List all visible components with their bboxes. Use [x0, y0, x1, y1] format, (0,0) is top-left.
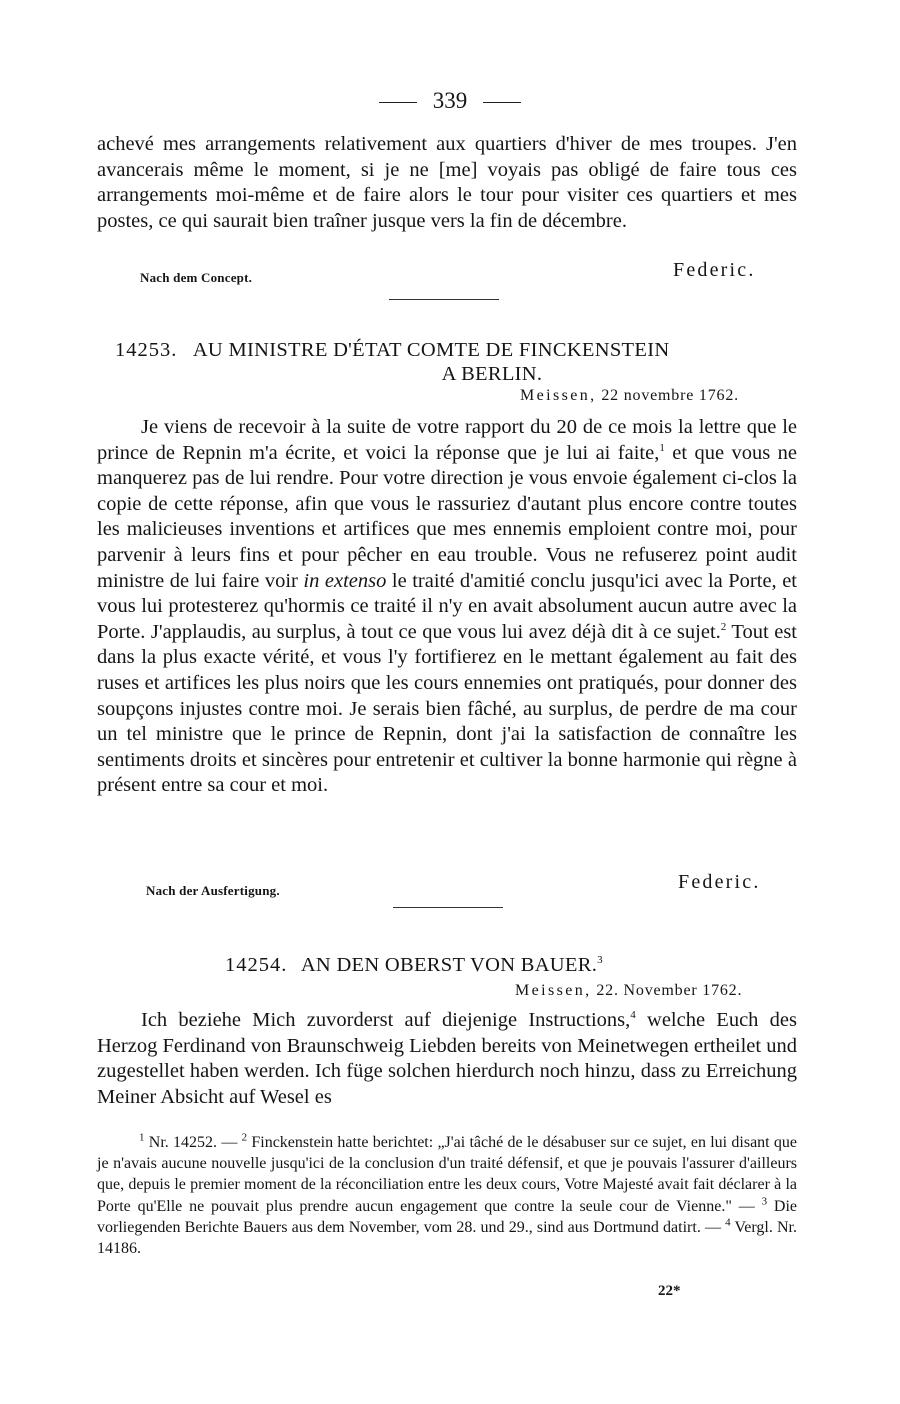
letter-14253-italic-phrase: in extenso [303, 569, 387, 592]
letter-14254-paragraph [97, 1008, 797, 1110]
letter-14254-dateline [515, 982, 742, 1000]
letter-14253-heading [97, 338, 797, 386]
letter-14253-body [97, 415, 797, 799]
letter-14254-body-a: Ich beziehe Mich zuvorderst auf diejenige Instructions, [141, 1009, 631, 1031]
header-dash-left [379, 102, 417, 103]
footnote-1-text: Nr. 14252. — [144, 1134, 242, 1151]
letter-14254-number: 14254. [225, 954, 288, 976]
footnotes [97, 1132, 797, 1259]
footnote-2-mark: 2 [241, 1131, 248, 1144]
letter-14253-date: 22 novembre 1762. [601, 387, 739, 404]
letter-14254-title: AN DEN OBERST VON BAUER. [300, 954, 598, 976]
footnote-1-mark: 1 [139, 1131, 145, 1144]
continuation-text: achevé mes arrangements relativement aux quartiers d'hiver de mes troupes. J'en avancerais même le moment, si je ne [me] voyais pas obligé de faire tous ces arrangements moi-même et de faire alors le tour pour visiter ces quartiers et mes postes, ce qui saurait bien traîner jusque vers la fin de décembre. [97, 133, 797, 232]
footnote-3-mark: 3 [761, 1195, 768, 1208]
page-header [0, 88, 900, 114]
continuation-signature: Federic. [673, 259, 756, 281]
letter-14253-title-line2: A BERLIN. [441, 363, 543, 385]
letter-14253-title-line1 [97, 338, 797, 362]
section-divider-2 [393, 907, 503, 908]
footnote-2-text: Finckenstein hatte berichtet: „J'ai tâché de le désabuser sur ce sujet, en lui disant que je n'avais aucune nouvelle jusqu'ici de la conclusion d'un traité défensif, et que je pouvais l'assurer d'ailleurs que, depuis le premier moment de la réconciliation entre les deux cours, Votre Majesté avait fait déclarer à la Porte qu'Elle ne pouvait plus prendre aucun engagement que contre la seule cour de Vienne." — [97, 1134, 797, 1215]
header-dash-right [483, 102, 521, 103]
continuation-source-note: Nach dem Concept. [140, 270, 253, 285]
footnote-4-mark: 4 [725, 1216, 731, 1229]
letter-14254-place: Meissen, [515, 982, 592, 999]
letter-14253-body-b: et que vous ne manquerez pas de lui rendre. Pour votre direction je vous envoie également ci-clos la copie de cette réponse, afin que vous le rassuriez d'autant plus encore contre toutes les malicieuses inventions et artifices que mes ennemis emploient contre moi, pour parvenir à leurs fins et pour pêcher en eau trouble. Vous ne refuserez point audit ministre de lui faire voir [97, 441, 797, 592]
page-number: 339 [432, 88, 468, 113]
letter-14254-body [97, 1008, 797, 1110]
letter-14254-date: 22. November 1762. [596, 982, 743, 999]
letter-14253-signature: Federic. [678, 871, 761, 893]
letter-14253-paragraph [97, 415, 797, 799]
footnote-4-text: Vergl. Nr. 14186. [97, 1218, 797, 1258]
footnote-ref-2: 2 [720, 620, 727, 633]
letter-14253-dateline [520, 387, 739, 405]
section-divider-1 [389, 299, 499, 300]
footnote-ref-4: 4 [630, 1009, 636, 1022]
footnote-ref-1: 1 [659, 441, 665, 454]
letter-14253-number: 14253. [115, 339, 178, 361]
letter-14254-body-b: welche Euch des Herzog Ferdinand von Braunschweig Liebden bereits von Meinetwegen ertheilet und zugestellet haben werden. Ich füge solchen hierdurch noch hinzu, dass zu Erreichung Meiner Absicht auf Wesel es [97, 1009, 797, 1108]
footnotes-text [97, 1132, 797, 1259]
letter-14253-body-c: le traité d'amitié conclu jusqu'ici avec la Porte, et vous lui protesterez qu'hormis ce traité il n'y en avait absolument aucun autre avec la Porte. J'applaudis, au surplus, à tout ce que vous lui avez déjà dit à ce sujet. [97, 569, 797, 643]
letter-14253-place: Meissen, [520, 387, 597, 404]
footnote-3-text: Die vorliegenden Berichte Bauers aus dem November, vom 28. und 29., sind aus Dortmund datirt. — [97, 1197, 798, 1236]
letter-14253-title: AU MINISTRE D'ÉTAT COMTE DE FINCKENSTEIN [192, 339, 670, 361]
letter-14253-source-note: Nach der Ausfertigung. [146, 883, 280, 898]
continuation-paragraph [97, 132, 797, 234]
footnote-ref-3: 3 [597, 954, 603, 967]
letter-14253-body-d: Tout est dans la plus exacte vérité, et vous l'y fortifierez en le mettant également au fait des ruses et artifices les plus noirs que les cours ennemies ont pratiqués, pour donner des soupçons injustes contre moi. Je serais bien fâché, au surplus, de perdre de ma cour un tel ministre que le prince de Repnin, dont j'ai la satisfaction de connaître les sentiments droits et sincères pour entretenir et cultiver la bonne harmonie qui règne à présent entre sa cour et moi. [97, 620, 797, 797]
letter-14253-body-a: Je viens de recevoir à la suite de votre rapport du 20 de ce mois la lettre que le prince de Repnin m'a écrite, et voici la réponse que je lui ai faite, [97, 416, 797, 464]
sheet-signature-mark: 22* [658, 1283, 681, 1299]
letter-14254-heading [225, 953, 725, 977]
